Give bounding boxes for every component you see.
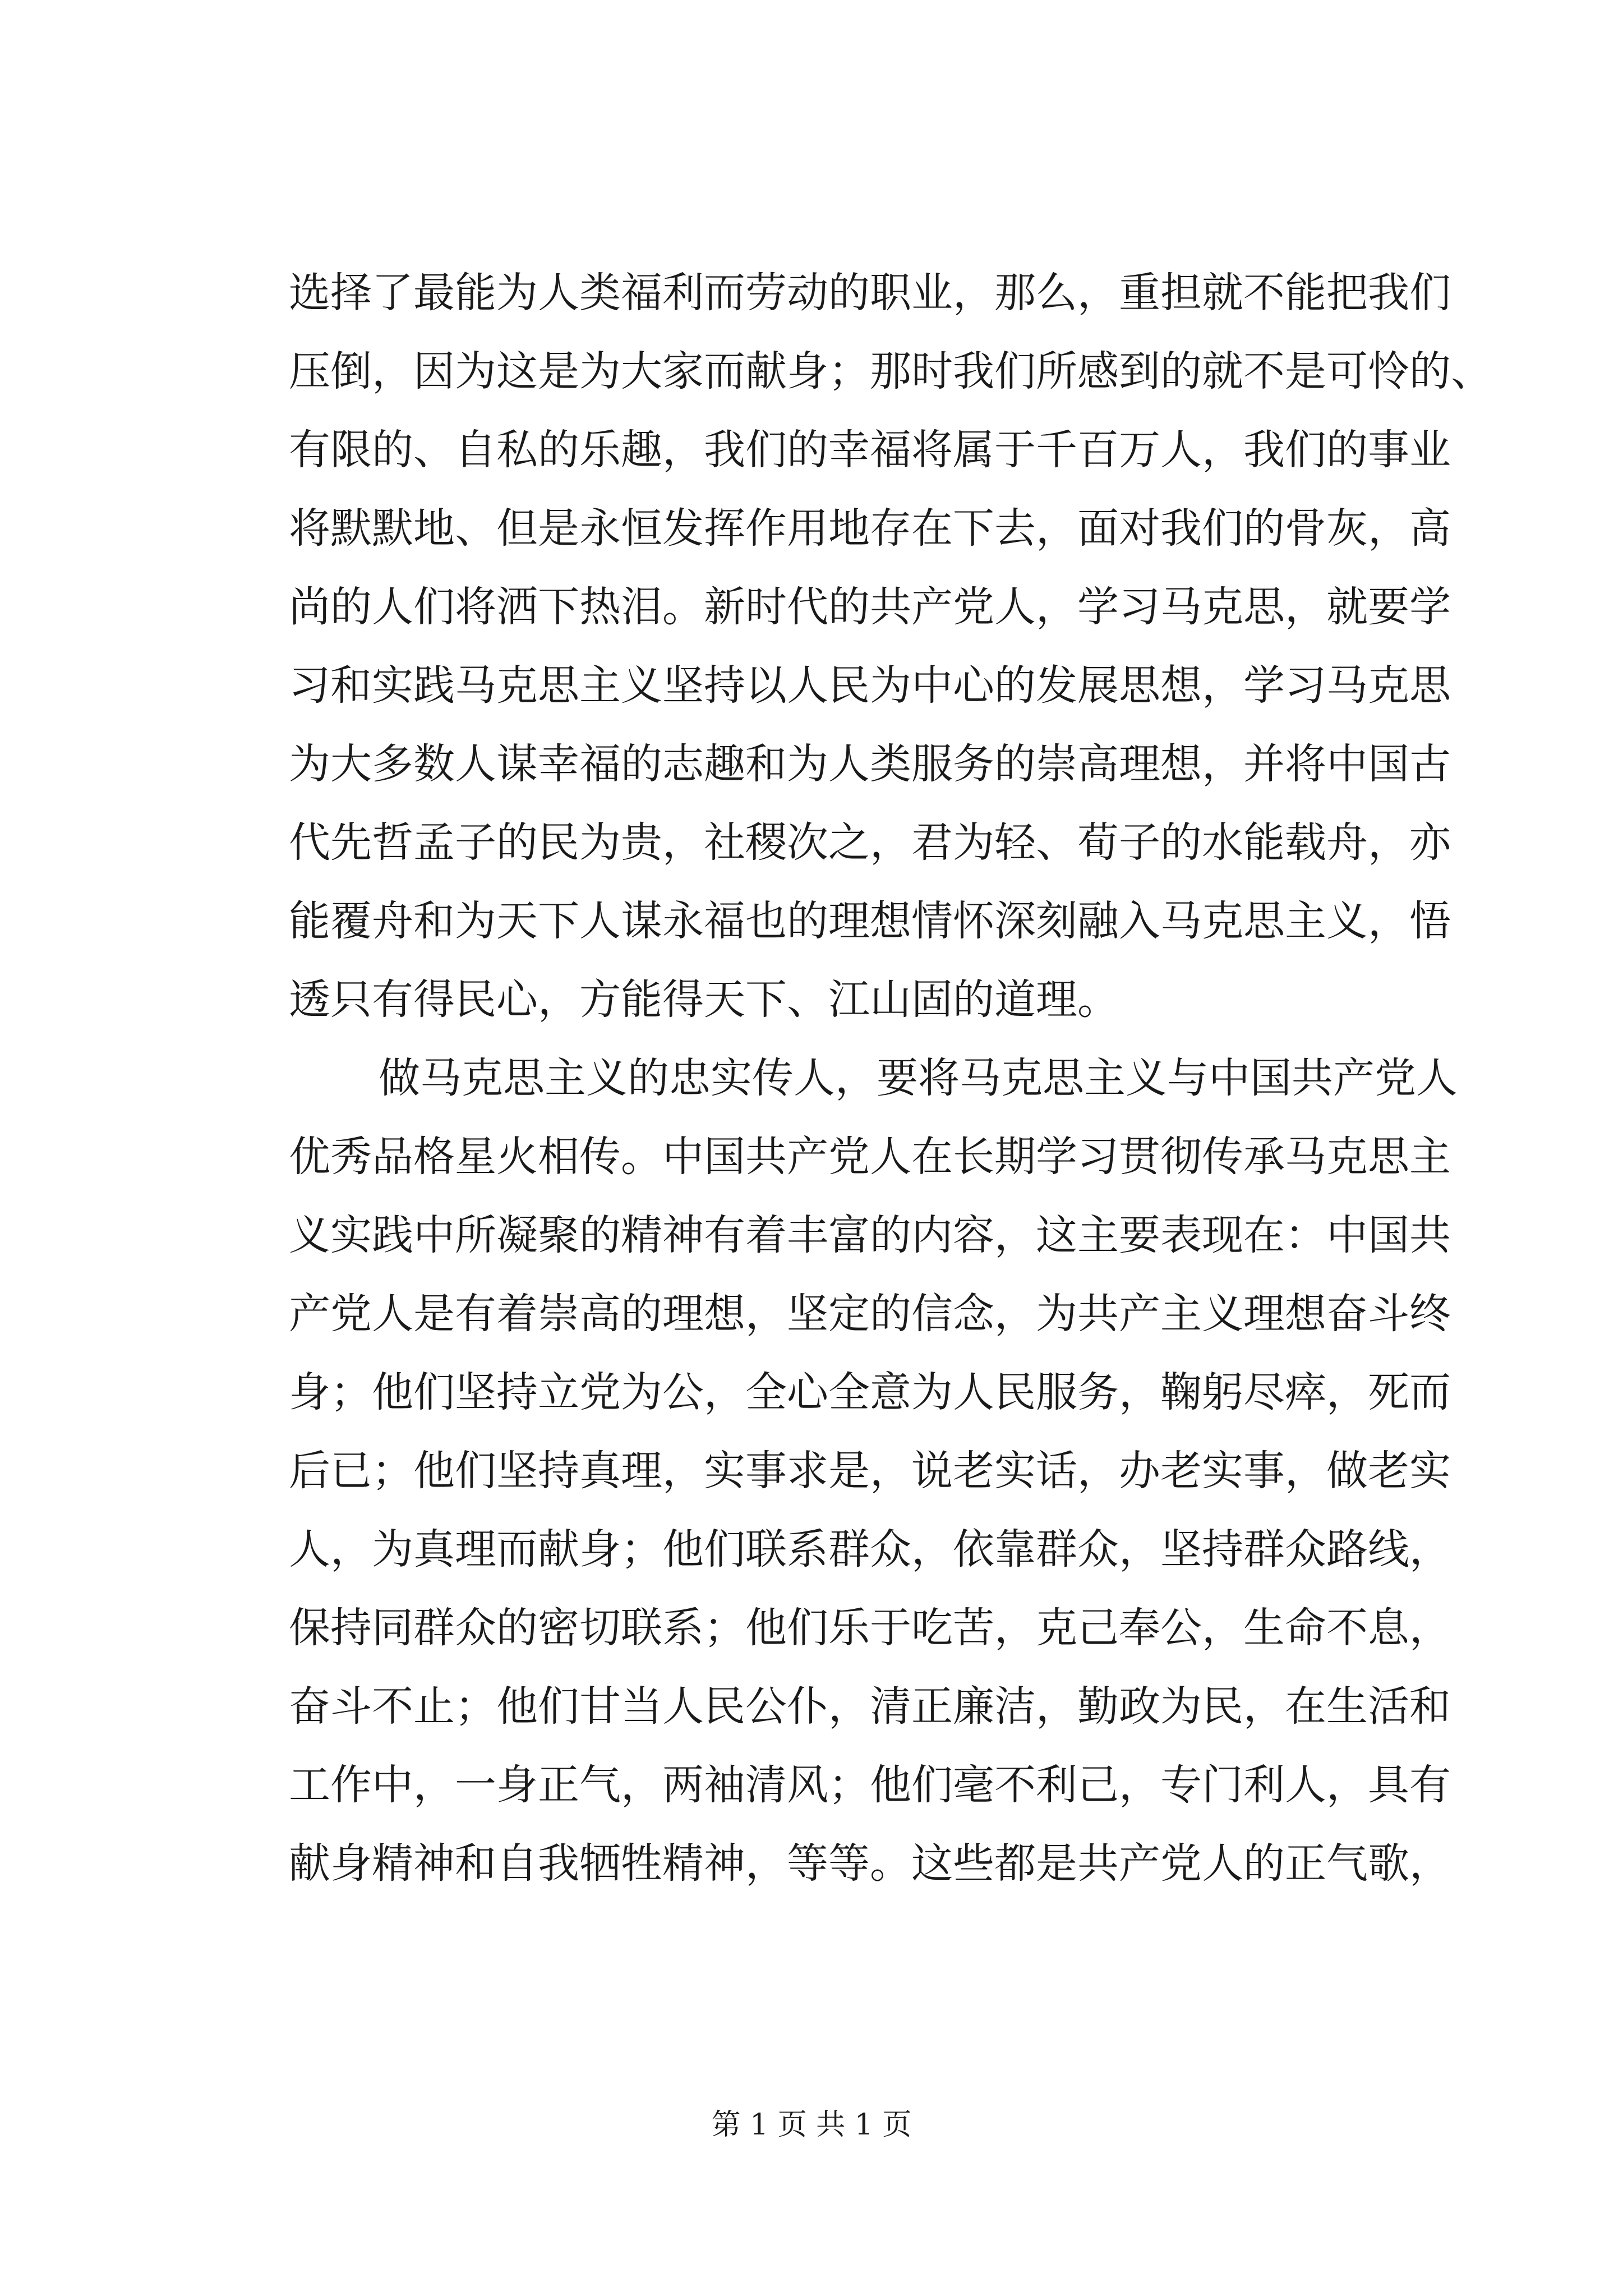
text-line: 身；他们坚持立党为公，全心全意为人民服务，鞠躬尽瘁，死而	[289, 1368, 1451, 1416]
text-line: 选择了最能为人类福利而劳动的职业，那么，重担就不能把我们	[289, 269, 1451, 317]
text-line: 产党人是有着崇高的理想，坚定的信念，为共产主义理想奋斗终	[289, 1290, 1451, 1338]
text-line: 后已；他们坚持真理，实事求是，说老实话，办老实事，做老实	[289, 1447, 1451, 1495]
text-line: 压倒，因为这是为大家而献身；那时我们所感到的就不是可怜的、	[289, 347, 1492, 395]
text-line: 奋斗不止；他们甘当人民公仆，清正廉洁，勤政为民，在生活和	[289, 1682, 1451, 1731]
text-line: 工作中，一身正气，两袖清风；他们毫不利己，专门利人，具有	[289, 1761, 1451, 1809]
text-line: 代先哲孟子的民为贵，社稷次之，君为轻、荀子的水能载舟，亦	[289, 818, 1451, 867]
text-line: 尚的人们将洒下热泪。新时代的共产党人，学习马克思，就要学	[289, 583, 1451, 631]
body-text	[289, 254, 1492, 1903]
text-line: 习和实践马克思主义坚持以人民为中心的发展思想，学习马克思	[289, 661, 1451, 710]
text-line: 人，为真理而献身；他们联系群众，依靠群众，坚持群众路线，	[289, 1525, 1451, 1573]
text-line: 能覆舟和为天下人谋永福也的理想情怀深刻融入马克思主义，悟	[289, 897, 1451, 945]
text-line: 有限的、自私的乐趣，我们的幸福将属于千百万人，我们的事业	[289, 426, 1451, 474]
text-line: 为大多数人谋幸福的志趣和为人类服务的崇高理想，并将中国古	[289, 740, 1451, 788]
text-line: 献身精神和自我牺牲精神，等等。这些都是共产党人的正气歌，	[289, 1839, 1451, 1888]
text-line: 义实践中所凝聚的精神有着丰富的内容，这主要表现在：中国共	[289, 1211, 1451, 1259]
text-line: 透只有得民心，方能得天下、江山固的道理。	[289, 976, 1119, 1024]
page-footer: 第 1 页 共 1 页	[711, 2108, 912, 2142]
text-line-paragraph-start: 做马克思主义的忠实传人，要将马克思主义与中国共产党人	[379, 1054, 1458, 1102]
text-line: 保持同群众的密切联系；他们乐于吃苦，克己奉公，生命不息，	[289, 1604, 1451, 1652]
text-line: 优秀品格星火相传。中国共产党人在长期学习贯彻传承马克思主	[289, 1133, 1451, 1181]
text-line: 将默默地、但是永恒发挥作用地存在下去，面对我们的骨灰，高	[289, 504, 1451, 553]
